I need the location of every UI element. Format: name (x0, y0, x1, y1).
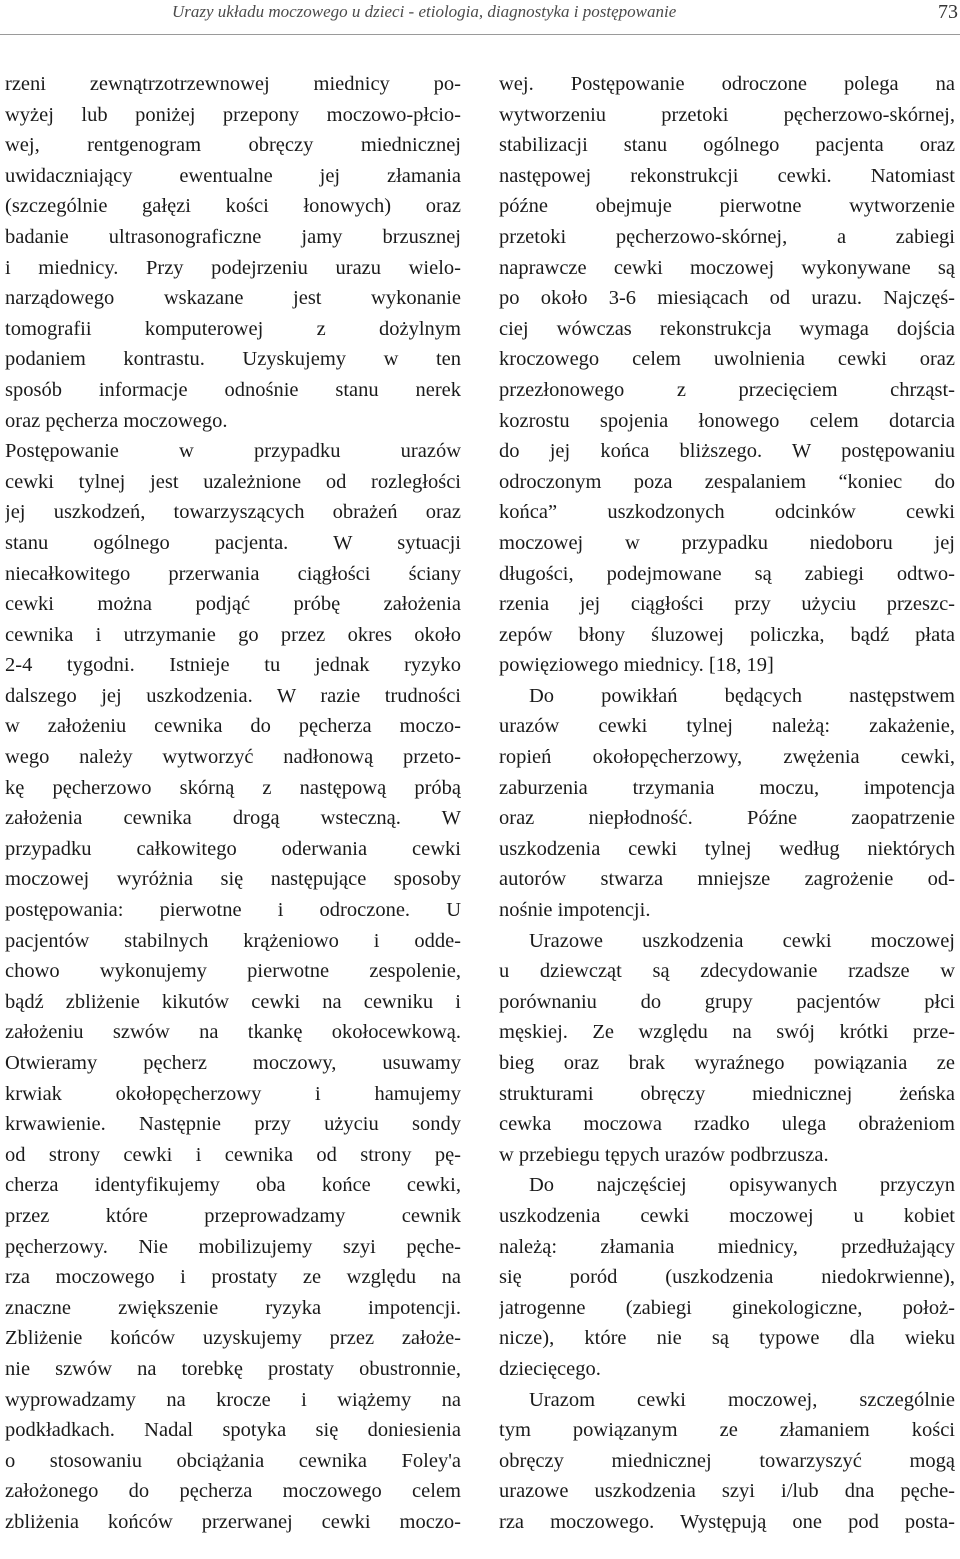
text-line: Urazowe uszkodzenia cewki moczowej (529, 929, 955, 952)
text-line: strukturami obręczy miednicznej żeńska (499, 1082, 955, 1105)
text-line: ropień okołopęcherzowy, zwężenia cewki, (499, 746, 955, 769)
text-line: Postępowanie w przypadku urazów (5, 440, 461, 463)
text-line: po około 3-6 miesiącach od urazu. Najczęś- (499, 287, 955, 310)
text-line: od strony cewki i cewnika od strony pę- (5, 1143, 461, 1166)
text-line: tomografii komputerowej z dożylnym (5, 317, 461, 340)
text-line: bądź zbliżenie kikutów cewki na cewniku i (5, 990, 461, 1013)
text-line: przetoki pęcherzowo-skórnej, a zabiegi (499, 225, 955, 248)
text-line: długości, podejmowane są zabiegi odtwo- (499, 562, 955, 585)
text-line: naprawcze cewki moczowej wykonywane są (499, 256, 955, 279)
text-line: do jej końca bliższego. W postępowaniu (499, 440, 955, 463)
text-line: końca” uszkodzonych odcinków cewki (499, 501, 955, 524)
text-line: zepów błony śluzowej policzka, bądź płata (499, 623, 955, 646)
text-line: podaniem kontrastu. Uzyskujemy w ten (5, 348, 461, 371)
right-text-column (499, 69, 955, 1538)
text-line: następowej rekonstrukcji cewki. Natomiast (499, 164, 955, 187)
text-line: przezłonowego z przecięciem chrząst- (499, 378, 955, 401)
text-line: Otwieramy pęcherz moczowy, usuwamy (5, 1052, 461, 1074)
text-line: kę pęcherzowo skórną z następową próbą (5, 776, 461, 799)
text-line: jej uszkodzeń, towarzyszących obrażeń oraz (5, 501, 461, 524)
text-line: tym powiązanym ze złamaniem kości (499, 1419, 955, 1442)
text-line: uwidaczniający ewentualne jej złamania (5, 164, 461, 187)
text-line: należą: złamania miednicy, przedłużający (499, 1235, 955, 1258)
text-line: wyżej lub poniżej przepony moczowo-płcio- (5, 103, 461, 126)
text-line: wej, rentgenogram obręczy miednicznej (5, 134, 461, 157)
text-line: jatrogenne (zabiegi ginekologiczne, położ- (499, 1296, 955, 1319)
text-line: 2-4 tygodni. Istnieje tu jednak ryzyko (5, 654, 461, 677)
text-line: porównaniu do grupy pacjentów płci (499, 990, 955, 1013)
text-line: w założeniu cewnika do pęcherza moczo- (5, 715, 461, 738)
text-line: nie szwów na torebkę prostaty obustronnie, (5, 1357, 461, 1380)
text-line: założeniu szwów na tkankę okołocewkową. (5, 1021, 461, 1044)
running-header (0, 0, 960, 34)
text-line: krwiak okołopęcherzowy i hamujemy (5, 1082, 461, 1105)
text-line: męskiej. Ze względu na swój krótki prze- (499, 1021, 955, 1044)
text-line: w przebiegu tępych urazów podbrzusza. (499, 1143, 829, 1166)
text-line: wego należy wytworzyć nadłonową przeto- (5, 746, 461, 769)
text-line: się poród (uszkodzenia niedokrwienne), (499, 1266, 955, 1289)
text-line: postępowania: pierwotne i odroczone. U (5, 899, 461, 922)
text-line: rza moczowego. Występują one pod posta- (499, 1510, 955, 1533)
text-line: Do powikłań będących następstwem (529, 684, 955, 707)
text-line: sposób informacje odnośnie stanu nerek (5, 378, 461, 401)
text-line: urazów cewki tylnej należą: zakażenie, (499, 715, 955, 738)
text-line: rzeni zewnątrzotrzewnowej miednicy po- (5, 73, 461, 95)
text-line: oraz pęcherza moczowego. (5, 409, 228, 432)
text-line: krwawienie. Następnie przy użyciu sondy (5, 1113, 461, 1136)
running-title: Urazy układu moczowego u dzieci - etiologia, diagnostyka i postępowanie (172, 2, 677, 21)
text-line: o stosowaniu obciążania cewnika Foley'a (5, 1449, 461, 1472)
text-line: Urazom cewki moczowej, szczególnie (529, 1388, 955, 1411)
text-line: dalszego jej uszkodzenia. W razie trudności (5, 684, 461, 707)
text-line: badanie ultrasonograficzne jamy brzusznej (5, 225, 461, 248)
text-line: pacjentów stabilnych krążeniowo i odde- (5, 929, 461, 952)
text-line: wej. Postępowanie odroczone polega na (499, 73, 955, 95)
text-line: powięziowego miednicy. [18, 19] (499, 654, 774, 677)
left-text-column (5, 69, 461, 1538)
text-line: uszkodzenia cewki moczowej u kobiet (499, 1204, 955, 1227)
text-line: i miednicy. Przy podejrzeniu urazu wielo- (5, 256, 461, 279)
text-line: cewnika i utrzymanie go przez okres około (5, 623, 461, 646)
text-line: u dziewcząt są zdecydowanie rzadsze w (499, 960, 955, 983)
text-line: założonego do pęcherza moczowego celem (5, 1480, 461, 1503)
text-line: urazowe uszkodzenia szyi i/lub dna pęche- (499, 1480, 955, 1503)
text-line: moczowej wyróżnia się następujące sposoby (5, 868, 461, 891)
text-line: Do najczęściej opisywanych przyczyn (529, 1174, 955, 1197)
text-line: podkładkach. Nadal spotyka się doniesienia (5, 1419, 461, 1442)
text-line: dziecięcego. (499, 1357, 601, 1380)
text-line: niecałkowitego przerwania ciągłości ściany (5, 562, 461, 585)
text-line: zbliżenia końców przerwanej cewki moczo- (5, 1510, 461, 1533)
text-line: stanu ogólnego pacjenta. W sytuacji (5, 531, 461, 554)
page-number: 73 (938, 1, 958, 23)
text-line: uszkodzenia cewki tylnej według niektórych (499, 837, 955, 860)
text-line: wyprowadzamy na krocze i wiążemy na (5, 1388, 461, 1411)
text-line: zaburzenia trzymania moczu, impotencja (499, 776, 955, 799)
text-line: (szczególnie gałęzi kości łonowych) oraz (5, 195, 461, 218)
text-line: moczowej w przypadku niedoboru jej (499, 531, 955, 554)
text-line: stabilizacji stanu ogólnego pacjenta oraz (499, 134, 955, 157)
text-line: narządowego wskazane jest wykonanie (5, 287, 461, 310)
text-line: nicze), które nie są typowe dla wieku (499, 1327, 955, 1350)
text-line: znaczne zwiększenie ryzyka impotencji. (5, 1296, 461, 1319)
text-line: bieg oraz brak wyraźnego powiązania ze (499, 1052, 955, 1074)
text-line: odroczonym poza zespalaniem “koniec do (499, 470, 955, 493)
text-line: autorów stwarza mniejsze zagrożenie od- (499, 868, 955, 891)
text-line: ciej wówczas rekonstrukcja wymaga dojścia (499, 317, 955, 340)
text-line: oraz niepłodność. Późne zaopatrzenie (499, 807, 955, 830)
text-line: rza moczowego i prostaty ze względu na (5, 1266, 461, 1289)
header-rule (0, 34, 960, 35)
text-line: cewki tylnej jest uzależnione od rozległości (5, 470, 461, 493)
text-line: kroczowego celem uwolnienia cewki oraz (499, 348, 955, 371)
text-line: nośnie impotencji. (499, 899, 651, 922)
text-line: cherza identyfikujemy oba końce cewki, (5, 1174, 461, 1197)
text-line: cewki można podjąć próbę założenia (5, 593, 461, 616)
text-line: późne obejmuje pierwotne wytworzenie (499, 195, 955, 218)
text-line: przypadku całkowitego oderwania cewki (5, 837, 461, 860)
text-line: przez które przeprowadzamy cewnik (5, 1204, 461, 1227)
text-line: Zbliżenie końców uzyskujemy przez założe- (5, 1327, 461, 1350)
text-line: chowo wykonujemy pierwotne zespolenie, (5, 960, 461, 983)
text-line: pęcherzowy. Nie mobilizujemy szyi pęche- (5, 1235, 461, 1258)
text-line: obręczy miednicznej towarzyszyć mogą (499, 1449, 955, 1472)
text-line: kozrostu spojenia łonowego celem dotarcia (499, 409, 955, 432)
text-line: rzenia jej ciągłości przy użyciu przeszc- (499, 593, 955, 616)
text-line: wytworzeniu przetoki pęcherzowo-skórnej, (499, 103, 955, 126)
text-line: założenia cewnika drogą wsteczną. W (5, 807, 461, 830)
text-line: cewka moczowa rzadko ulega obrażeniom (499, 1113, 955, 1136)
